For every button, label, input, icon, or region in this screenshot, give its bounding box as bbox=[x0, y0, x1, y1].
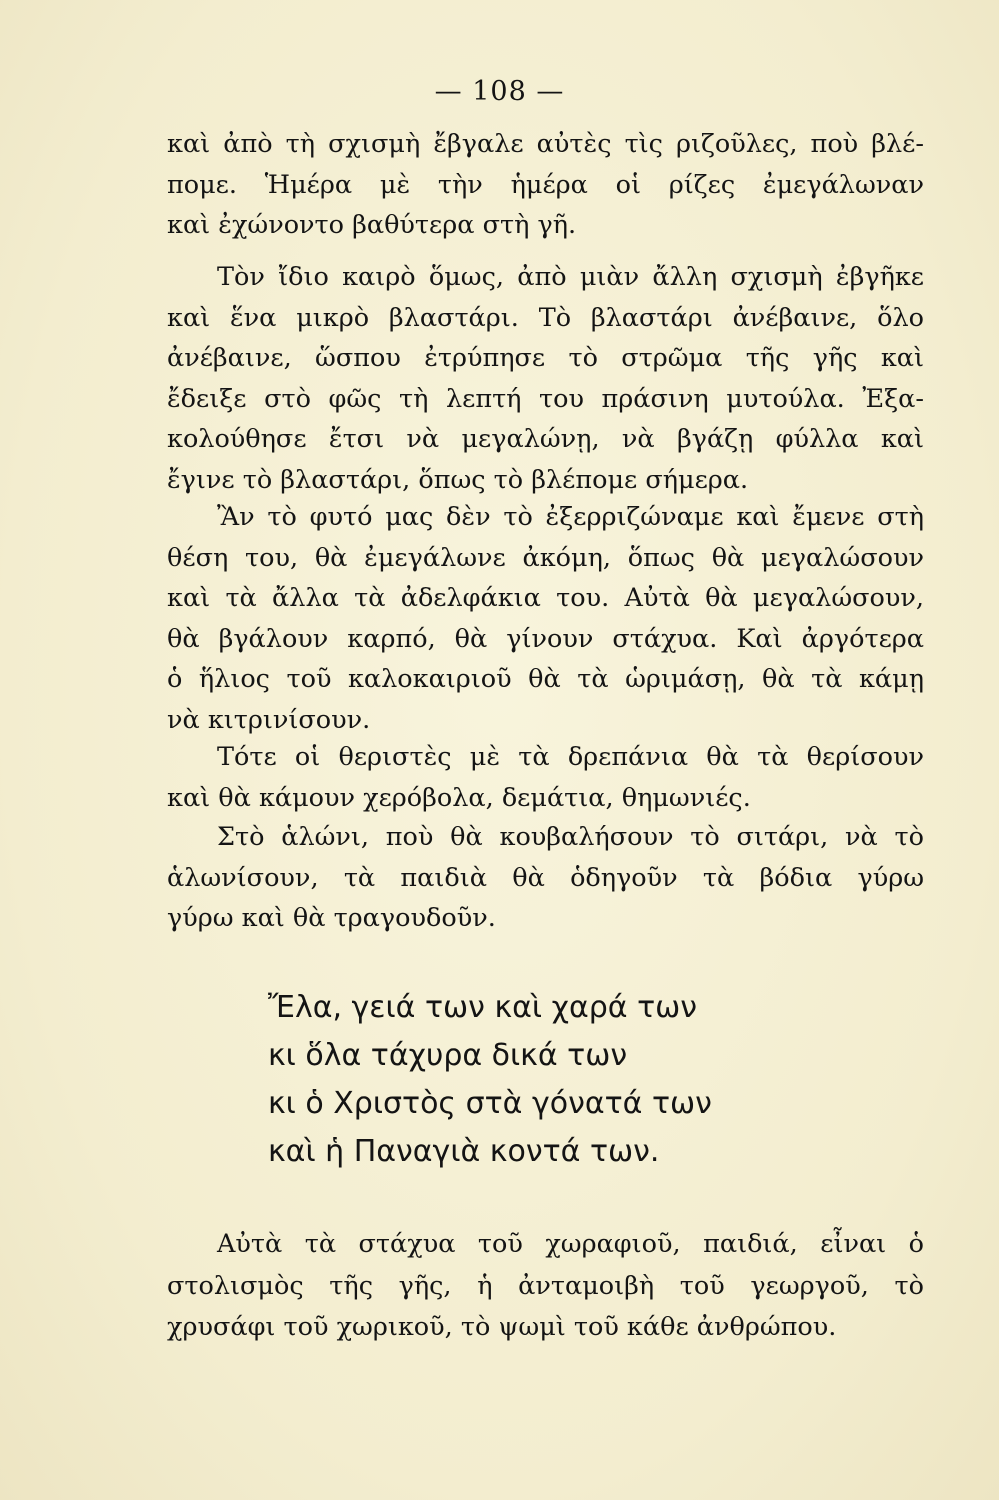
poem-line: κι ὁ Χριστὸς στὰ γόνατά των bbox=[268, 1086, 712, 1121]
poem-line: κι ὅλα τάχυρα δικά των bbox=[268, 1038, 628, 1073]
text-line: χρυσάφι τοῦ χωρικοῦ, τὸ ψωμὶ τοῦ κάθε ἀνθρώπου. bbox=[167, 1312, 837, 1342]
paragraph-1 bbox=[167, 124, 924, 246]
text-line: κολούθησε ἔτσι νὰ μεγαλώνῃ, νὰ βγάζῃ φύλλα καὶ bbox=[167, 424, 924, 454]
poem-line: Ἔλα, γειά των καὶ χαρά των bbox=[268, 990, 698, 1025]
text-line: Τότε οἱ θεριστὲς μὲ τὰ δρεπάνια θὰ τὰ θερίσουν bbox=[217, 742, 924, 772]
text-line: καὶ θὰ κάμουν χερόβολα, δεμάτια, θημωνιές. bbox=[167, 782, 751, 813]
text-line: γύρω καὶ θὰ τραγουδοῦν. bbox=[167, 903, 496, 933]
text-line: Αὐτὰ τὰ στάχυα τοῦ χωραφιοῦ, παιδιά, εἶναι ὁ bbox=[217, 1229, 924, 1259]
text-line: Στὸ ἁλώνι, ποὺ θὰ κουβαλήσουν τὸ σιτάρι, νὰ τὸ bbox=[217, 822, 924, 852]
text-line: καὶ ἕνα μικρὸ βλαστάρι. Τὸ βλαστάρι ἀνέβαινε, ὅλο bbox=[167, 302, 924, 333]
closing-paragraph bbox=[167, 1224, 924, 1349]
paragraph-4 bbox=[167, 737, 924, 818]
poem-line: καὶ ἡ Παναγιὰ κοντά των. bbox=[268, 1134, 660, 1169]
text-line: Ἂν τὸ φυτό μας δὲν τὸ ἐξερριζώναμε καὶ ἔμενε στὴ bbox=[217, 502, 924, 532]
text-line: πομε. Ἡμέρα μὲ τὴν ἡμέρα οἱ ρίζες ἐμεγάλωναν bbox=[167, 169, 924, 200]
text-line: νὰ κιτρινίσουν. bbox=[167, 704, 371, 735]
paragraph-5 bbox=[167, 817, 924, 939]
poem bbox=[268, 984, 712, 1176]
text-line: ἔδειξε στὸ φῶς τὴ λεπτή του πράσινη μυτούλα. Ἐξα- bbox=[167, 383, 924, 414]
text-line: ἁλωνίσουν, τὰ παιδιὰ θὰ ὁδηγοῦν τὰ βόδια γύρω bbox=[167, 862, 924, 893]
text-line: θέση του, θὰ ἐμεγάλωνε ἀκόμη, ὅπως θὰ μεγαλώσουν bbox=[167, 542, 924, 573]
paragraph-2 bbox=[167, 257, 924, 500]
text-line: στολισμὸς τῆς γῆς, ἡ ἀνταμοιβὴ τοῦ γεωργοῦ, τὸ bbox=[167, 1270, 924, 1301]
text-line: Τὸν ἴδιο καιρὸ ὅμως, ἀπὸ μιὰν ἄλλη σχισμὴ ἐβγῆκε bbox=[217, 262, 924, 292]
page-number: — 108 — bbox=[434, 76, 565, 107]
paragraph-3 bbox=[167, 497, 924, 740]
text-line: καὶ ἐχώνοντο βαθύτερα στὴ γῆ. bbox=[167, 210, 577, 240]
text-line: ἔγινε τὸ βλαστάρι, ὅπως τὸ βλέπομε σήμερα. bbox=[167, 464, 749, 495]
text-line: θὰ βγάλουν καρπό, θὰ γίνουν στάχυα. Καὶ ἀργότερα bbox=[167, 623, 924, 654]
text-line: καὶ τὰ ἄλλα τὰ ἀδελφάκια του. Αὐτὰ θὰ μεγαλώσουν, bbox=[167, 583, 924, 613]
text-line: ὁ ἥλιος τοῦ καλοκαιριοῦ θὰ τὰ ὡριμάσῃ, θὰ τὰ κάμῃ bbox=[167, 664, 924, 694]
text-line: καὶ ἀπὸ τὴ σχισμὴ ἔβγαλε αὐτὲς τὶς ριζοῦλες, ποὺ βλέ- bbox=[167, 129, 924, 159]
text-line: ἀνέβαινε, ὥσπου ἐτρύπησε τὸ στρῶμα τῆς γῆς καὶ bbox=[167, 343, 924, 373]
